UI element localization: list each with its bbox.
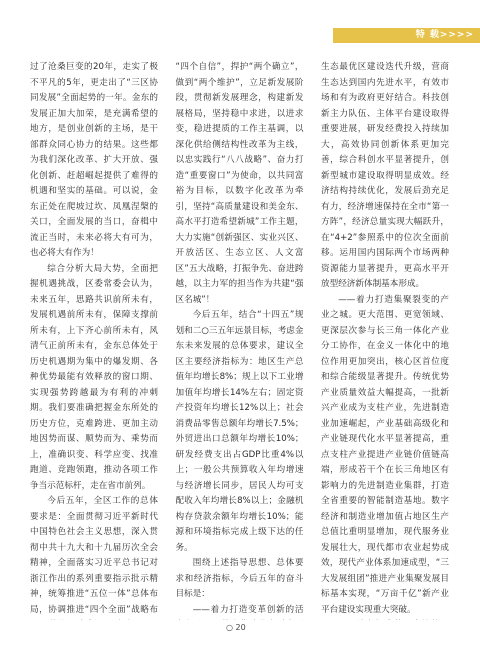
page-number: ○ 20 — [226, 623, 246, 632]
paragraph: 今后五年，结合“十四五”规划和二○三五年远景目标，考虑金东未来发展的总体要求，建议全区主要经济指标为：地区生产总值年均增长8%；规上以下工业增加值年均增长14%左右；固定资产投资年均增长12%以上；社会消费品零售总额年均增长7.5%；外贸进出口总额年均增长10%；研发经费支出占GDP比重4%以上；一般公共预算收入年均增速与经济增长同步，居民人均可支配收入年均增长8%以上；金融机构存贷款余额年均增长10%；能源和环境指标完成上级下达的任务。 — [175, 310, 304, 553]
paragraph: 围绕上述指导思想、总体要求和经济指标，今后五年的奋斗目标是： — [175, 558, 304, 599]
paragraph: 生态最优区建设迭代升级，营商生态达到国内先进水平，有效市场和有为政府更好结合。科技创新主力队伍、主体平台建设取得重要进展，研发经费投入持续加大，高效协同创新体系更加完善，综合科创水平显著提升，创新型城市建设取得明显成效。经济结构持续优化，发展后劲充足有力，经济增速保持在全市“第一方阵”，经济总量实现大幅跃升，在“4+2”参照系中的位次全面前移。运用国内国际两个市场两种资源能力显著提升，更高水平开放型经济新体制基本形成。 — [321, 62, 449, 289]
paragraph: 综合分析大局大势，全面把握机遇挑战，区委常委会认为，未来五年，思路共识前所未有，发展机遇前所未有，保障支撑前所未有，上下齐心前所未有，风清气正前所未有，金东总体处于历史机遇期为集中的爆发期、各种优势最能有效释放的窗口期、实现强势跨越最为有利的冲刺期。我们要准确把握金东所处的历史方位，克难跨进、更加主动地因势而谋、顺势而为、乘势而上，准确识变、科学应变、找准跑道、竞跑领跑，推动各项工作争当示范标杆，走在省市前列。 — [30, 263, 158, 491]
paragraph: 今后五年，全区工作的总体要求是：全面贯彻习近平新时代中国特色社会主义思想，深入贯彻中共十九大和十九届历次全会精神，全面落实习近平总书记对浙江作出的系列重要指示批示精神，统筹推进“五位一体”总体布局，协调推进“四个全面”战略布 — [30, 496, 158, 615]
text-column-3 — [321, 60, 449, 620]
paragraph: 过了沧桑巨变的20年，走实了极不平凡的5年，更走出了“三区协同发展”全面起势的一年。金东的发展正加大加荣，是充满希望的地方，是创业创新的主场，是干部群众同心协力的结果。这些都为我们深化改革、扩大开放、强化创新、赶超崛起提供了难得的机遇和坚实的基础。可以说，金东正处在爬坡过坎、凤凰涅槃的关口，全面发展的当口，奋楫中流正当时，未来必将大有可为，也必将大有作为！ — [30, 62, 158, 258]
text-column-2 — [176, 60, 304, 620]
paragraph: ——着力打造变革创新的活 — [192, 604, 304, 615]
section-header-label: 特 载>>>> — [415, 30, 474, 40]
paragraph: “四个自信”，捍护“两个确立”，做到“两个维护”，立足新发展阶段，贯彻新发展理念，构建新发展格局，坚持稳中求进，以进求变，稳进提质的工作主基调，以深化供给侧结构性改革为主线，以忠实践行“八八战略”、奋力打造“重要窗口”为使命，以共同富裕为目标，以数字化改革为牵引，坚持“高质量建设和美金东、高水平打造希望新城”工作主题，大力实施“创新强区、实业兴区、开放活区、生态立区、人文富区”五大战略，打振争先、奋进跨越，以主力军的担当作为共建“强区名城”！ — [175, 62, 304, 305]
paragraph: ——着力打造集聚裂变的产业之城。更大范围、更宽领域、更深层次参与长三角一体化产业分工协作，在金义一体化中的地位作用更加突出，核心区首位度和综合能级显著提升。传统优势产业质量效益大幅提高，一批新兴产业成为支柱产业，先进制造业加速崛起，产业基础高级化和产业链现代化水平显著提高，重点支柱产业提进产业链价值链高端，形成若干个在长三角地区有影响力的先进制造业集群，打造全省重要的智能制造基地。数字经济和制造业增加值占地区生产总值比重明显增加，现代服务业发展壮大，现代都市农业起势成效，现代产业体系加速成型，“三大发展组团”推进产业集聚发展目标基本实现，“万亩千亿”新产业平台建设实现重大突破。 — [321, 294, 449, 615]
paragraph — [321, 618, 449, 620]
text-column-1 — [30, 60, 158, 620]
article-body — [30, 60, 449, 620]
section-header-bar — [333, 28, 480, 43]
